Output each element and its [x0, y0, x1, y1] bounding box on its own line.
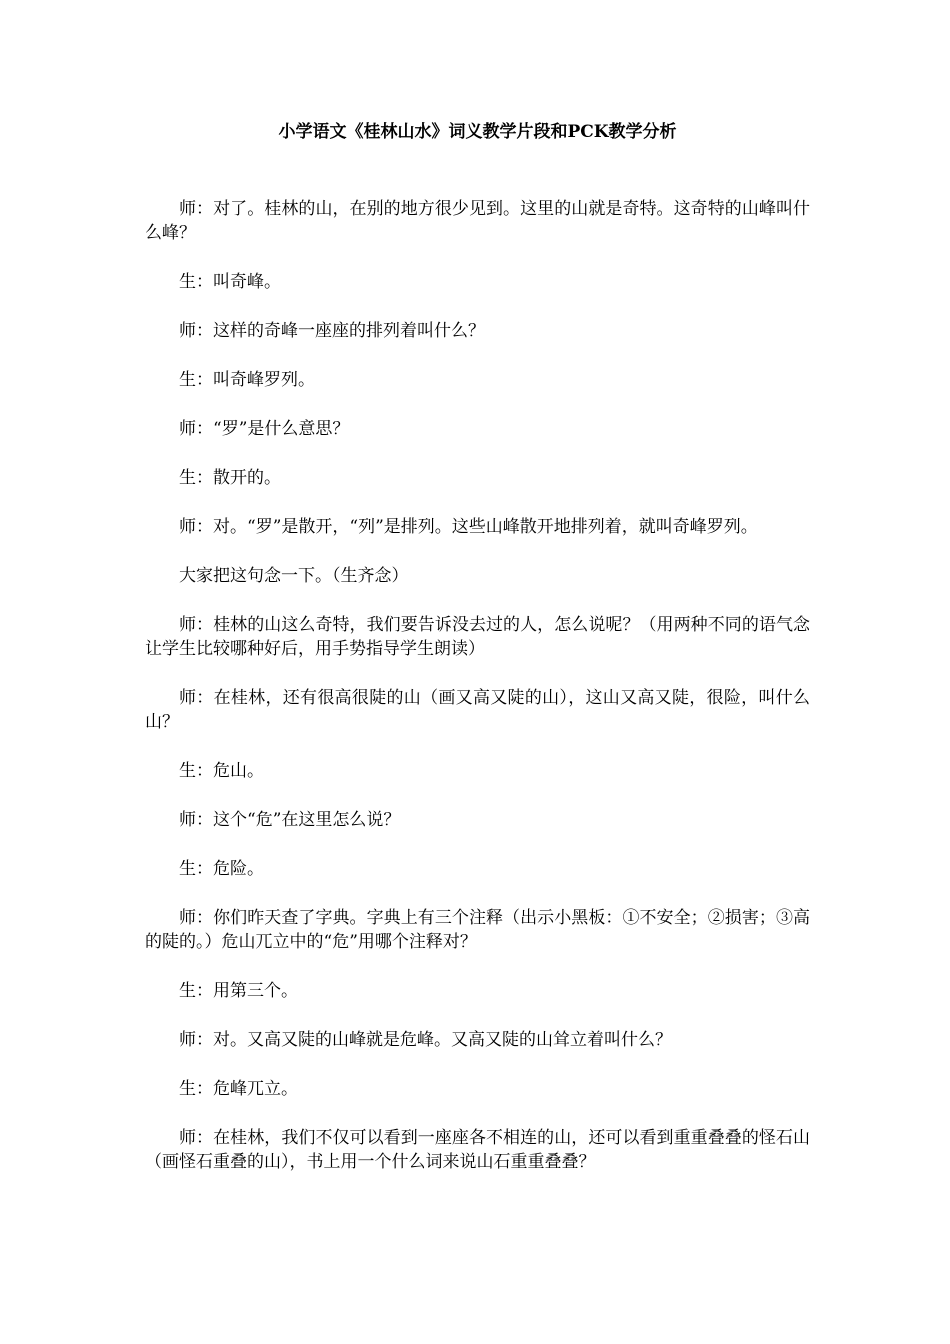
document-page [145, 120, 810, 1199]
paragraph: 师：对。又高又陡的山峰就是危峰。又高又陡的山耸立着叫什么？ [179, 1030, 672, 1050]
document-title: 小学语文《桂林山水》词义教学片段和PCK教学分析 [278, 122, 677, 142]
paragraph: 师：对了。桂林的山，在别的地方很少见到。这里的山就是奇特。这奇特的山峰叫什么峰？ [145, 199, 810, 243]
paragraph: 生：危险。 [179, 859, 264, 879]
paragraph: 生：危峰兀立。 [179, 1079, 298, 1099]
paragraph: 生：用第三个。 [179, 981, 298, 1001]
paragraph: 大家把这句念一下。（生齐念） [179, 566, 409, 586]
paragraph: 生：叫奇峰。 [179, 272, 281, 292]
paragraph: 生：叫奇峰罗列。 [179, 370, 315, 390]
paragraph: 生：危山。 [179, 761, 264, 781]
paragraph: 师：“罗”是什么意思？ [179, 419, 350, 439]
paragraph: 师：这个“危”在这里怎么说？ [179, 810, 401, 830]
paragraph: 师：桂林的山这么奇特，我们要告诉没去过的人，怎么说呢？（用两种不同的语气念让学生比较哪种好后，用手势指导学生朗读） [145, 615, 810, 659]
paragraph: 生：散开的。 [179, 468, 281, 488]
paragraph: 师：对。“罗”是散开，“列”是排列。这些山峰散开地排列着，就叫奇峰罗列。 [179, 517, 758, 537]
paragraph: 师：这样的奇峰一座座的排列着叫什么？ [179, 321, 485, 341]
paragraph: 师：在桂林，我们不仅可以看到一座座各不相连的山，还可以看到重重叠叠的怪石山（画怪石重叠的山），书上用一个什么词来说山石重重叠叠？ [145, 1128, 810, 1172]
paragraph: 师：你们昨天查了字典。字典上有三个注释（出示小黑板：①不安全；②损害；③高的陡的。）危山兀立中的“危”用哪个注释对？ [145, 908, 810, 952]
paragraph: 师：在桂林，还有很高很陡的山（画又高又陡的山），这山又高又陡，很险，叫什么山？ [145, 688, 810, 732]
